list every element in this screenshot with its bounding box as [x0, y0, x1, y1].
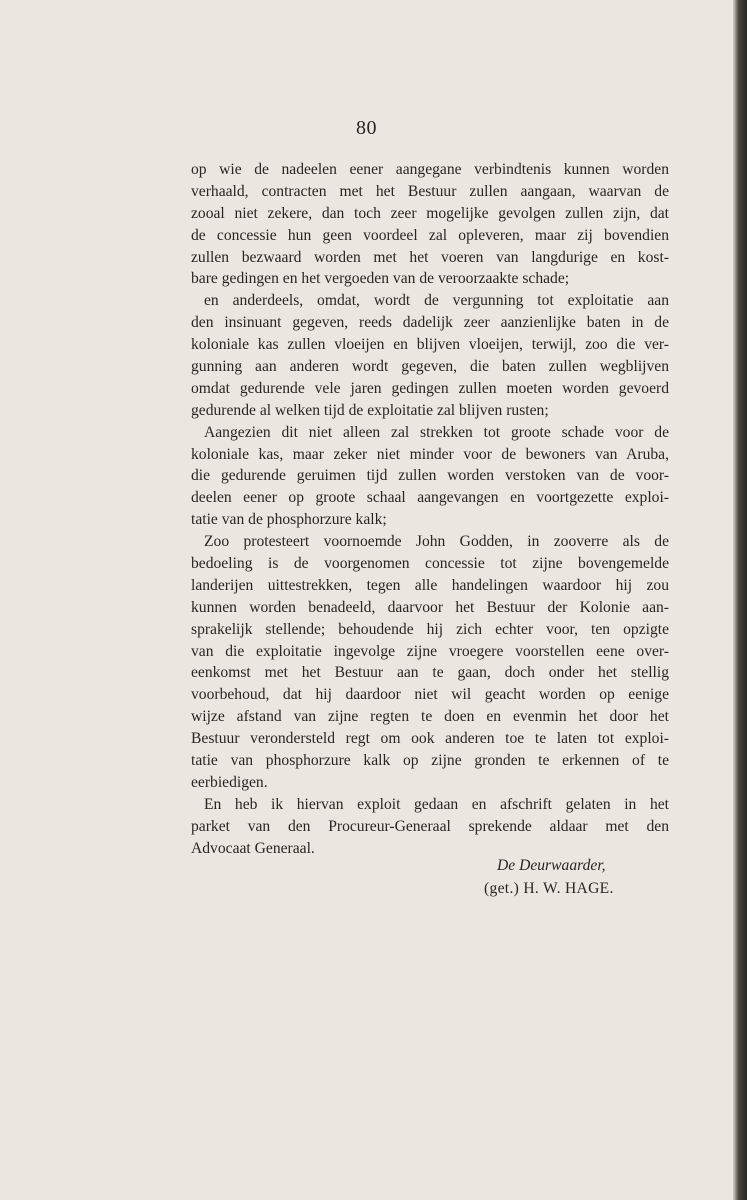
- text-line: sprakelijk stellende; behoudende hij zich echter voor, ten opzigte: [191, 620, 669, 638]
- text-line: en anderdeels, omdat, wordt de vergunning tot exploitatie aan: [204, 292, 669, 310]
- text-line: En heb ik hiervan exploit gedaan en afschrift gelaten in het: [204, 795, 669, 813]
- text-line: bedoeling is de voorgenomen concessie tot zijne bovengemelde: [191, 555, 669, 573]
- text-line: eerbiedigen.: [191, 773, 268, 791]
- text-line: deelen eener op groote schaal aangevangen en voortgezette exploi-: [191, 489, 669, 507]
- text-line: landerijen uittestrekken, tegen alle handelingen waardoor hij zou: [191, 576, 669, 594]
- text-line: den insinuant gegeven, reeds dadelijk zeer aanzienlijke baten in de: [191, 314, 669, 332]
- text-line: van die exploitatie ingevolge zijne vroegere voorstellen eene over-: [191, 642, 669, 660]
- text-line: koloniale kas, maar zeker niet minder voor de bewoners van Aruba,: [191, 445, 669, 463]
- text-line: Bestuur verondersteld regt om ook anderen toe te laten tot exploi-: [191, 730, 669, 748]
- text-line: eenkomst met het Bestuur aan te gaan, doch onder het stellig: [191, 664, 669, 682]
- text-line: de concessie hun geen voordeel zal opleveren, maar zij bovendien: [191, 226, 669, 244]
- text-line: kunnen worden benadeeld, daarvoor het Bestuur der Kolonie aan-: [191, 598, 669, 616]
- signature-role: De Deurwaarder,: [497, 857, 606, 874]
- text-line: die gedurende geruimen tijd zullen worden verstoken van de voor-: [191, 467, 669, 485]
- text-line: tatie van phosphorzure kalk op zijne gronden te erkennen of te: [191, 752, 669, 770]
- text-line: voorbehoud, dat hij daardoor niet wil geacht worden op eenige: [191, 686, 669, 704]
- text-line: zullen bezwaard worden met het voeren van langdurige en kost-: [191, 248, 669, 266]
- text-line: bare gedingen en het vergoeden van de veroorzaakte schade;: [191, 270, 570, 288]
- text-line: koloniale kas zullen vloeijen en blijven vloeijen, terwijl, zoo die ver-: [191, 336, 669, 354]
- signature-name: (get.) H. W. HAGE.: [484, 880, 614, 897]
- text-line: omdat gedurende vele jaren gedingen zullen moeten worden gevoerd: [191, 379, 669, 397]
- text-line: tatie van de phosphorzure kalk;: [191, 511, 387, 529]
- text-line: verhaald, contracten met het Bestuur zullen aangaan, waarvan de: [191, 182, 669, 200]
- text-line: op wie de nadeelen eener aangegane verbindtenis kunnen worden: [191, 161, 669, 178]
- text-line: zooal niet zekere, dan toch zeer mogelijke gevolgen zullen zijn, dat: [191, 204, 669, 222]
- text-line: Advocaat Generaal.: [191, 839, 315, 857]
- text-line: gedurende al welken tijd de exploitatie zal blijven rusten;: [191, 401, 549, 419]
- text-line: Aangezien dit niet alleen zal strekken tot groote schade voor de: [204, 423, 669, 441]
- scan-edge: [733, 0, 747, 1200]
- text-line: gunning aan anderen wordt gegeven, die baten zullen wegblijven: [191, 358, 669, 376]
- text-line: wijze afstand van zijne regten te doen en evenmin het door het: [191, 708, 669, 726]
- text-line: Zoo protesteert voornoemde John Godden, in zooverre als de: [204, 533, 669, 551]
- text-line: parket van den Procureur-Generaal sprekende aldaar met den: [191, 817, 669, 835]
- page-number: 80: [356, 117, 377, 139]
- body-text: [191, 159, 669, 860]
